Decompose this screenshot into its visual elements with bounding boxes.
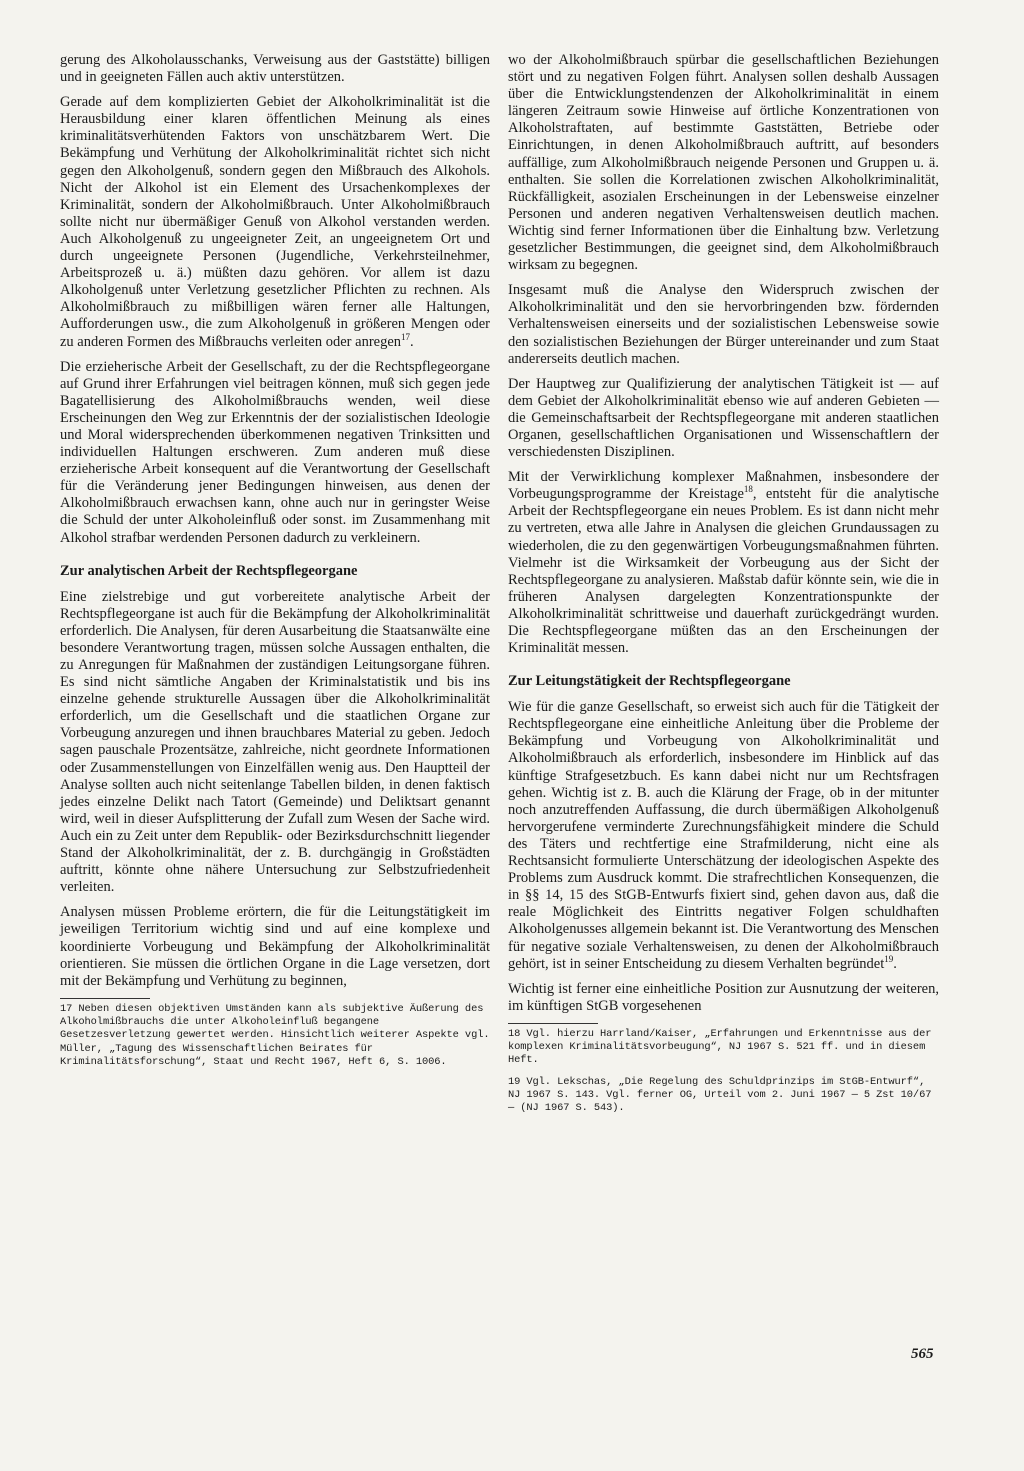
paragraph: Wichtig ist ferner eine einheitliche Position zur Ausnutzung der weiteren, im künftigen StGB vorgesehenen (508, 980, 939, 1014)
paragraph-text: , entsteht für die analytische Arbeit der Rechtspflegeorgane ein neues Problem. Es ist dann nicht mehr zu vertreten, etwa alle Jahre in Analysen die gleichen Grundaussagen zu wiederholen, die zu den gegenwärtigen Vorbeugungsmaßnahmen führten. Vielmehr ist die Wirksamkeit der Vorbeugung aus der Sicht der Rechtspflegeorgane zu analysieren. Maßstab dafür könnte sein, wie die in früheren Analysen dargelegten Konzentrationspunkte der Alkoholkriminalität schrittweise und dauerhaft zurückgedrängt wurden. Die Rechtspflegeorgane müßten das an den Erscheinungen der Kriminalität messen. (508, 486, 939, 657)
footnote-ref: 19 (884, 953, 894, 964)
paragraph: wo der Alkoholmißbrauch spürbar die gesellschaftlichen Beziehungen stört und zu negativen Folgen führt. Analysen sollen deshalb Aussagen über die Entwicklungstendenzen der Alkoholkriminalität in einem längeren Zeitraum sowie Hinweise auf örtliche Konzentrationen von Alkoholstraftaten, auf bestimmte Gaststätten, Betriebe oder Einrichtungen, in denen Alkoholmißbrauch auftritt, auf besonders auffällige, zum Alkoholmißbrauch neigende Personen und Gruppen u. ä. enthalten. Sie sollen die Korrelationen zwischen Alkoholkriminalität, Rückfälligkeit, asozialen Erscheinungen in der Lebensweise einzelner Personen und anderen negativen Verhaltensweisen deutlich machen. Wichtig sind ferner Informationen über die Einhaltung bzw. Verletzung gesetzlicher Bestimmungen, die geeignet sind, dem Alkoholmißbrauch wirksam zu begegnen. (508, 52, 939, 274)
section-heading: Zur analytischen Arbeit der Rechtspflegeorgane (60, 562, 358, 579)
paragraph (508, 469, 939, 657)
paragraph: Der Hauptweg zur Qualifizierung der analytischen Tätigkeit ist — auf dem Gebiet der Alkoholkriminalität ebenso wie auf anderen Gebieten — die Gemeinschaftsarbeit der Rechtspflegeorgane mit anderen staatlichen Organen, gesellschaftlichen Organisationen und Wissenschaftlern der verschiedensten Disziplinen. (508, 375, 939, 461)
paragraph: Insgesamt muß die Analyse den Widerspruch zwischen der Alkoholkriminalität und den sie hervorbringenden bzw. fördernden Verhaltensweisen einerseits und der sozialistischen Lebensweise sowie den sozialistischen Beziehungen der Bürger untereinander und zum Staat andererseits deutlich machen. (508, 282, 939, 367)
footnote-divider (508, 1023, 598, 1024)
paragraph: Die erzieherische Arbeit der Gesellschaft, zu der die Rechtspflegeorgane auf Grund ihrer Erfahrungen viel beitragen können, muß sich gegen jede Bagatellisierung des Alkoholmißbrauchs wenden, weil diese Erscheinungen den Weg zur Erkenntnis der der sozialistischen Ideologie und Moral widersprechenden überkommenen negativen Trinksitten und individuellen Haltungen erschweren. Zum anderen muß diese erzieherische Arbeit konsequent auf die Verantwortung der Gesellschaft für die Veränderung jener Bedingungen hinweisen, aus denen der Alkoholmißbrauch erwachsen kann, ohne auch nur in geringster Weise die Schuld der unter Alkoholeinfluß oder sonst. im Zusammenhang mit Alkohol strafbar werdenden Personen dadurch zu verkleinern. (60, 358, 490, 546)
right-column (508, 52, 939, 1124)
footnote-ref: 17 (401, 331, 411, 342)
footnote-ref: 18 (743, 484, 753, 495)
footnote: 17 Neben diesen objektiven Umständen kann als subjektive Äußerung des Alkoholmißbrauchs die unter Alkoholeinfluß begangene Gesetzesverletzung gewertet werden. Hinsichtlich weiterer Aspekte vgl. Müller, „Tagung des Wissenschaftlichen Beirates für Kriminalitätsforschung“, Staat und Recht 1967, Heft 6, S. 1006. (60, 1002, 490, 1068)
page-number: 565 (911, 1346, 934, 1362)
paragraph-text: Wie für die ganze Gesellschaft, so erweist sich auch für die Tätigkeit der Rechtspflegeorgane eine einheitliche Anleitung über die Probleme der Bekämpfung und Vorbeugung von Alkoholkriminalität und Alkoholmißbrauch als erforderlich, insbesondere im Hinblick auf das künftige Strafgesetzbuch. Es kann dabei nicht nur um Rechtsfragen gehen. Wichtig ist z. B. auch die Klärung der Frage, ob in der mitunter noch anzutreffenden Auffassung, die durch übermäßigen Alkoholgenuß hervorgerufene verminderte Zurechnungsfähigkeit mindere die Schuld des Täters und rechtfertige eine Strafmilderung, nicht eine als Rechtsansicht formulierte Unterschätzung der ideologischen Aspekte des Problems zum Ausdruck kommt. Die strafrechtlichen Konsequenzen, die in §§ 14, 15 des StGB-Entwurfs fixiert sind, gehen davon aus, daß die reale Möglichkeit des Eintritts negativer Folgen schuldhaften Alkoholgenusses allgemein bekannt ist. Die Verantwortung des Menschen für negative soziale Verhaltensweisen, zu denen der Alkoholmißbrauch gehört, ist in seiner Entscheidung zu diesem Verhalten begründet (508, 699, 939, 972)
footnote-divider (60, 998, 150, 999)
footnote: 19 Vgl. Lekschas, „Die Regelung des Schuldprinzips im StGB-Entwurf“, NJ 1967 S. 143. Vgl. ferner OG, Urteil vom 2. Juni 1967 — 5 Zst 10/67 — (NJ 1967 S. 543). (508, 1075, 932, 1115)
footnote: 18 Vgl. hierzu Harrland/Kaiser, „Erfahrungen und Erkenntnisse aus der komplexen Kriminalitätsvorbeugung“, NJ 1967 S. 521 ff. und in diesem Heft. (508, 1027, 932, 1067)
paragraph (60, 94, 490, 350)
paragraph-text: Gerade auf dem komplizierten Gebiet der Alkoholkriminalität ist die Herausbildung einer klaren öffentlichen Meinung als eines kriminalitätsverhütenden Faktors von unschätzbarem Wert. Die Bekämpfung und Verhütung der Alkoholkriminalität richtet sich nicht gegen den Alkoholgenuß, sondern gegen den Mißbrauch des Alkohols. Nicht der Alkohol ist ein Element des Ursachenkomplexes der Kriminalität, sondern der Alkoholmißbrauch. Unter Alkoholmißbrauch sollte nicht nur übermäßiger Genuß von Alkohol verstanden werden. Auch Alkoholgenuß zu ungeeigneter Zeit, an ungeeignetem Ort und durch ungeeignete Personen (Jugendliche, Verkehrsteilnehmer, Arbeitsprozeß u. ä.) müßten dazu gehören. Vor allem ist dazu Alkoholgenuß unter Verletzung gesetzlicher Pflichten zu rechnen. Als Alkoholmißbrauch zu mißbilligen wären ferner alle Haltungen, Aufforderungen usw., die zum Alkoholgenuß in größeren Mengen oder zu anderen Formen des Mißbrauchs verleiten oder anregen (60, 94, 490, 350)
paragraph-end: . (893, 955, 897, 972)
left-column (60, 52, 490, 1077)
paragraph: Analysen müssen Probleme erörtern, die für die Leitungstätigkeit im jeweiligen Territorium wichtig sind und auf eine komplexe und koordinierte Vorbeugung und Bekämpfung der Alkoholkriminalität orientieren. Sie müssen die örtlichen Organe in die Lage versetzen, dort mit der Bekämpfung und Verhütung zu beginnen, (60, 904, 490, 989)
paragraph-text: Mit der Verwirklichung komplexer Maßnahmen, insbesondere der Vorbeugungsprogramme der Kreistage (508, 469, 939, 503)
paragraph-end: . (410, 333, 414, 350)
paragraph: gerung des Alkoholausschanks, Verweisung aus der Gaststätte) billigen und in geeigneten Fällen auch aktiv unterstützen. (60, 52, 490, 86)
paragraph: Eine zielstrebige und gut vorbereitete analytische Arbeit der Rechtspflegeorgane ist auch für die Bekämpfung der Alkoholkriminalität erforderlich. Die Analysen, für deren Ausarbeitung die Staatsanwälte eine besondere Verantwortung tragen, müssen solche Aussagen enthalten, die zu Anregungen für Maßnahmen der zuständigen Leitungsorgane führen. Es sind nicht sämtliche Angaben der Kriminalstatistik und bis ins einzelne gehende strukturelle Aussagen über die Alkoholkriminalität erforderlich, um die Gesellschaft und die staatlichen Organe zur Vorbeugung anzuregen und ihnen brauchbares Material zu geben. Jedoch sagen pauschale Prozentsätze, zahlreiche, nicht geordnete Informationen oder Zusammenstellungen von Einzelfällen wenig aus. Den Hauptteil der Analyse sollten auch nicht seitenlange Tabellen bilden, in denen faktisch jedes einzelne Delikt nach Tatort (Gemeinde) und Deliktsart genannt wird, weil in dieser Aufsplitterung der Zufall zum Wesen der Sache wird. Auch ein zu Zeit unter dem Republik- oder Bezirksdurchschnitt liegender Stand der Alkoholkriminalität, der z. B. durchgängig in Großstädten auftritt, könnte ohne nähere Untersuchung zur Selbstzufriedenheit verleiten. (60, 588, 490, 896)
section-heading: Zur Leitungstätigkeit der Rechtspflegeorgane (508, 673, 791, 690)
paragraph (508, 699, 939, 973)
